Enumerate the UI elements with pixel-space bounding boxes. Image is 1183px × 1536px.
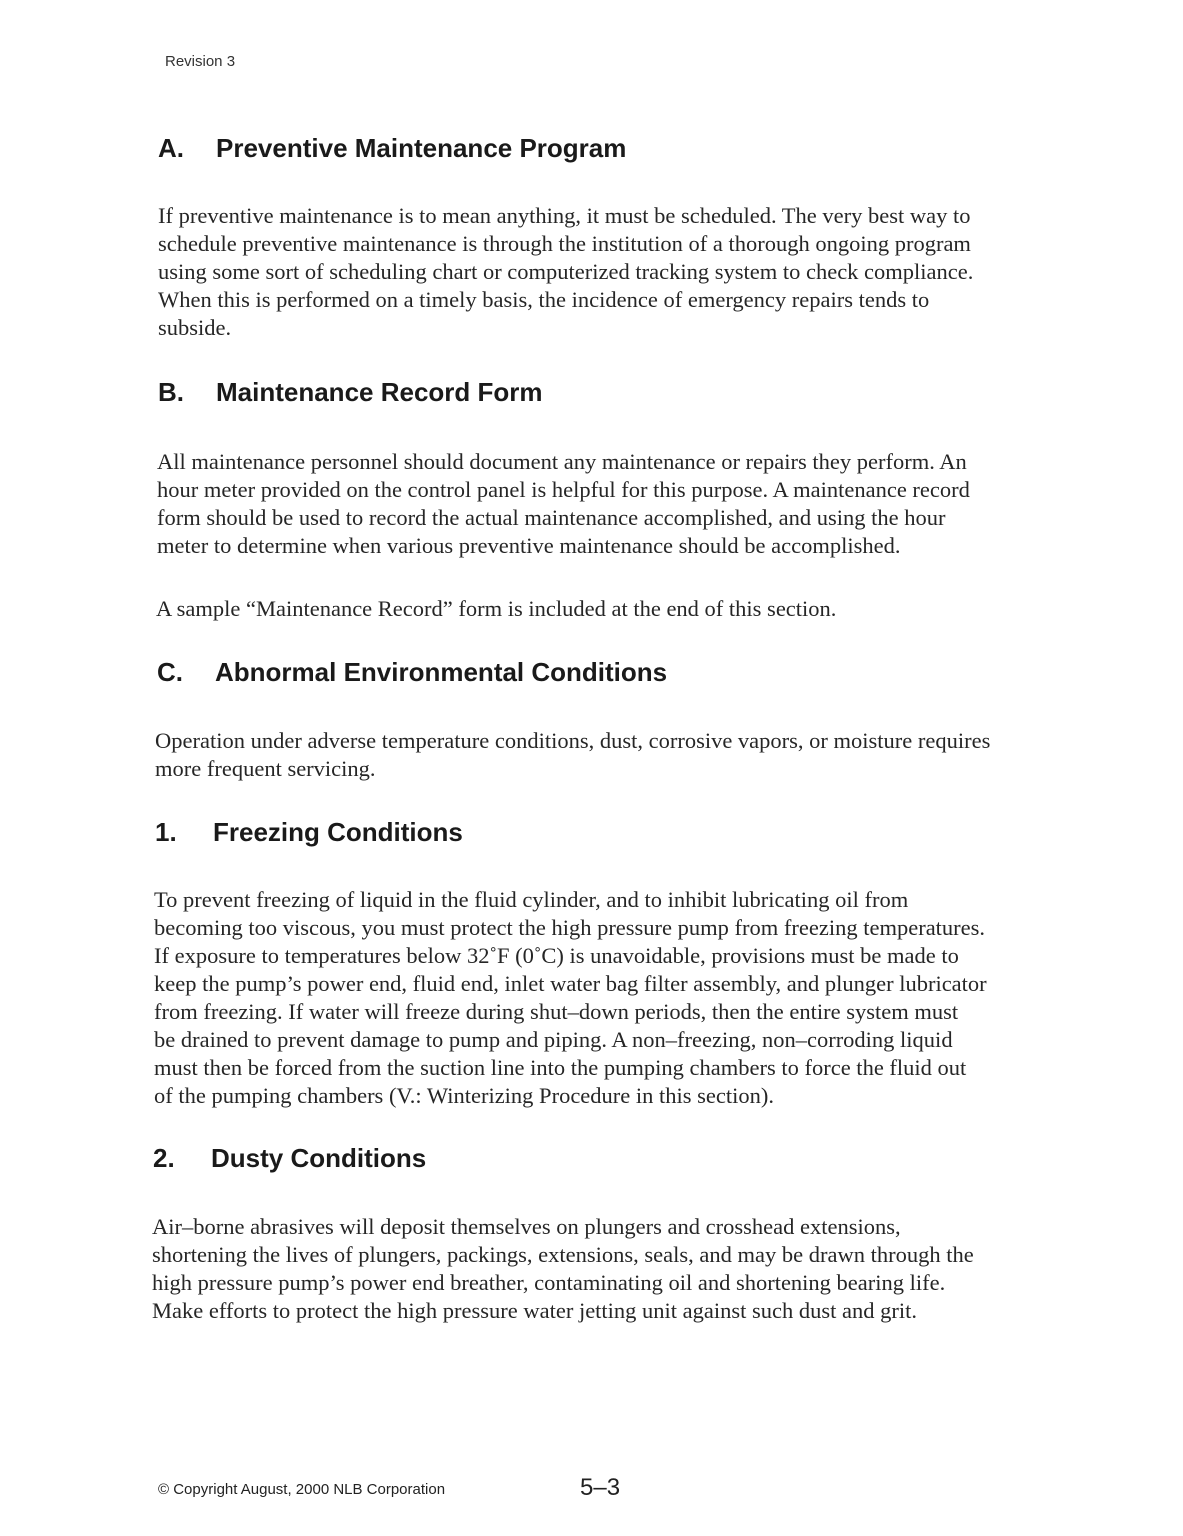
paragraph-line: shortening the lives of plungers, packings, extensions, seals, and may be drawn through the (152, 1242, 974, 1267)
section-a-heading (158, 133, 626, 164)
section-b-heading (158, 377, 543, 408)
paragraph-line: from freezing. If water will freeze during shut–down periods, then the entire system must (154, 999, 959, 1024)
paragraph-line: must then be forced from the suction line into the pumping chambers to force the fluid out (154, 1055, 967, 1080)
paragraph-line: becoming too viscous, you must protect the high pressure pump from freezing temperatures. (154, 915, 986, 940)
paragraph-line: Make efforts to protect the high pressure water jetting unit against such dust and grit. (152, 1298, 918, 1323)
section-a-paragraph (158, 202, 973, 342)
paragraph-line: hour meter provided on the control panel is helpful for this purpose. A maintenance record (157, 477, 970, 502)
paragraph-line: When this is performed on a timely basis, the incidence of emergency repairs tends to (158, 287, 930, 312)
section-c-number: C. (157, 657, 183, 687)
paragraph-line: keep the pump’s power end, fluid end, inlet water bag filter assembly, and plunger lubricator (154, 971, 987, 996)
paragraph-line: using some sort of scheduling chart or computerized tracking system to check compliance. (158, 259, 974, 284)
section-b-paragraph-1 (157, 448, 970, 560)
paragraph-line: more frequent servicing. (155, 756, 376, 781)
page-number: 5–3 (580, 1474, 621, 1501)
paragraph-line: high pressure pump’s power end breather, contaminating oil and shortening bearing life. (152, 1270, 946, 1295)
paragraph-line: To prevent freezing of liquid in the fluid cylinder, and to inhibit lubricating oil from (154, 887, 909, 912)
paragraph-line: If exposure to temperatures below 32˚F (0˚C) is unavoidable, provisions must be made to (154, 943, 959, 968)
section-a-title: Preventive Maintenance Program (216, 133, 627, 163)
paragraph-line: Air–borne abrasives will deposit themselves on plungers and crosshead extensions, (152, 1214, 901, 1239)
paragraph-line: A sample “Maintenance Record” form is included at the end of this section. (156, 596, 837, 621)
paragraph-line: subside. (158, 315, 232, 340)
section-1-number: 1. (155, 817, 177, 847)
section-a-number: A. (158, 133, 184, 163)
section-1-paragraph (154, 886, 987, 1110)
footer-copyright: © Copyright August, 2000 NLB Corporation (158, 1481, 446, 1498)
paragraph-line: If preventive maintenance is to mean anything, it must be scheduled. The very best way to (158, 203, 971, 228)
paragraph-line: All maintenance personnel should document any maintenance or repairs they perform. An (157, 449, 967, 474)
section-b-number: B. (158, 377, 184, 407)
section-c-paragraph (155, 727, 990, 783)
section-1-heading (155, 817, 463, 848)
revision-label: Revision 3 (165, 53, 236, 70)
paragraph-line: be drained to prevent damage to pump and piping. A non–freezing, non–corroding liquid (154, 1027, 953, 1052)
paragraph-line: form should be used to record the actual maintenance accomplished, and using the hour (157, 505, 946, 530)
paragraph-line: meter to determine when various preventive maintenance should be accomplished. (157, 533, 901, 558)
paragraph-line: Operation under adverse temperature conditions, dust, corrosive vapors, or moisture requires (155, 728, 991, 753)
section-2-paragraph (152, 1213, 974, 1325)
section-c-title: Abnormal Environmental Conditions (215, 657, 668, 687)
section-b-title: Maintenance Record Form (216, 377, 543, 407)
section-2-number: 2. (153, 1143, 175, 1173)
section-b-paragraph-2 (156, 595, 836, 623)
paragraph-line: of the pumping chambers (V.: Winterizing Procedure in this section). (154, 1083, 775, 1108)
paragraph-line: schedule preventive maintenance is through the institution of a thorough ongoing program (158, 231, 971, 256)
section-2-title: Dusty Conditions (211, 1143, 427, 1173)
section-1-title: Freezing Conditions (213, 817, 463, 847)
section-2-heading (153, 1143, 426, 1174)
section-c-heading (157, 657, 667, 688)
